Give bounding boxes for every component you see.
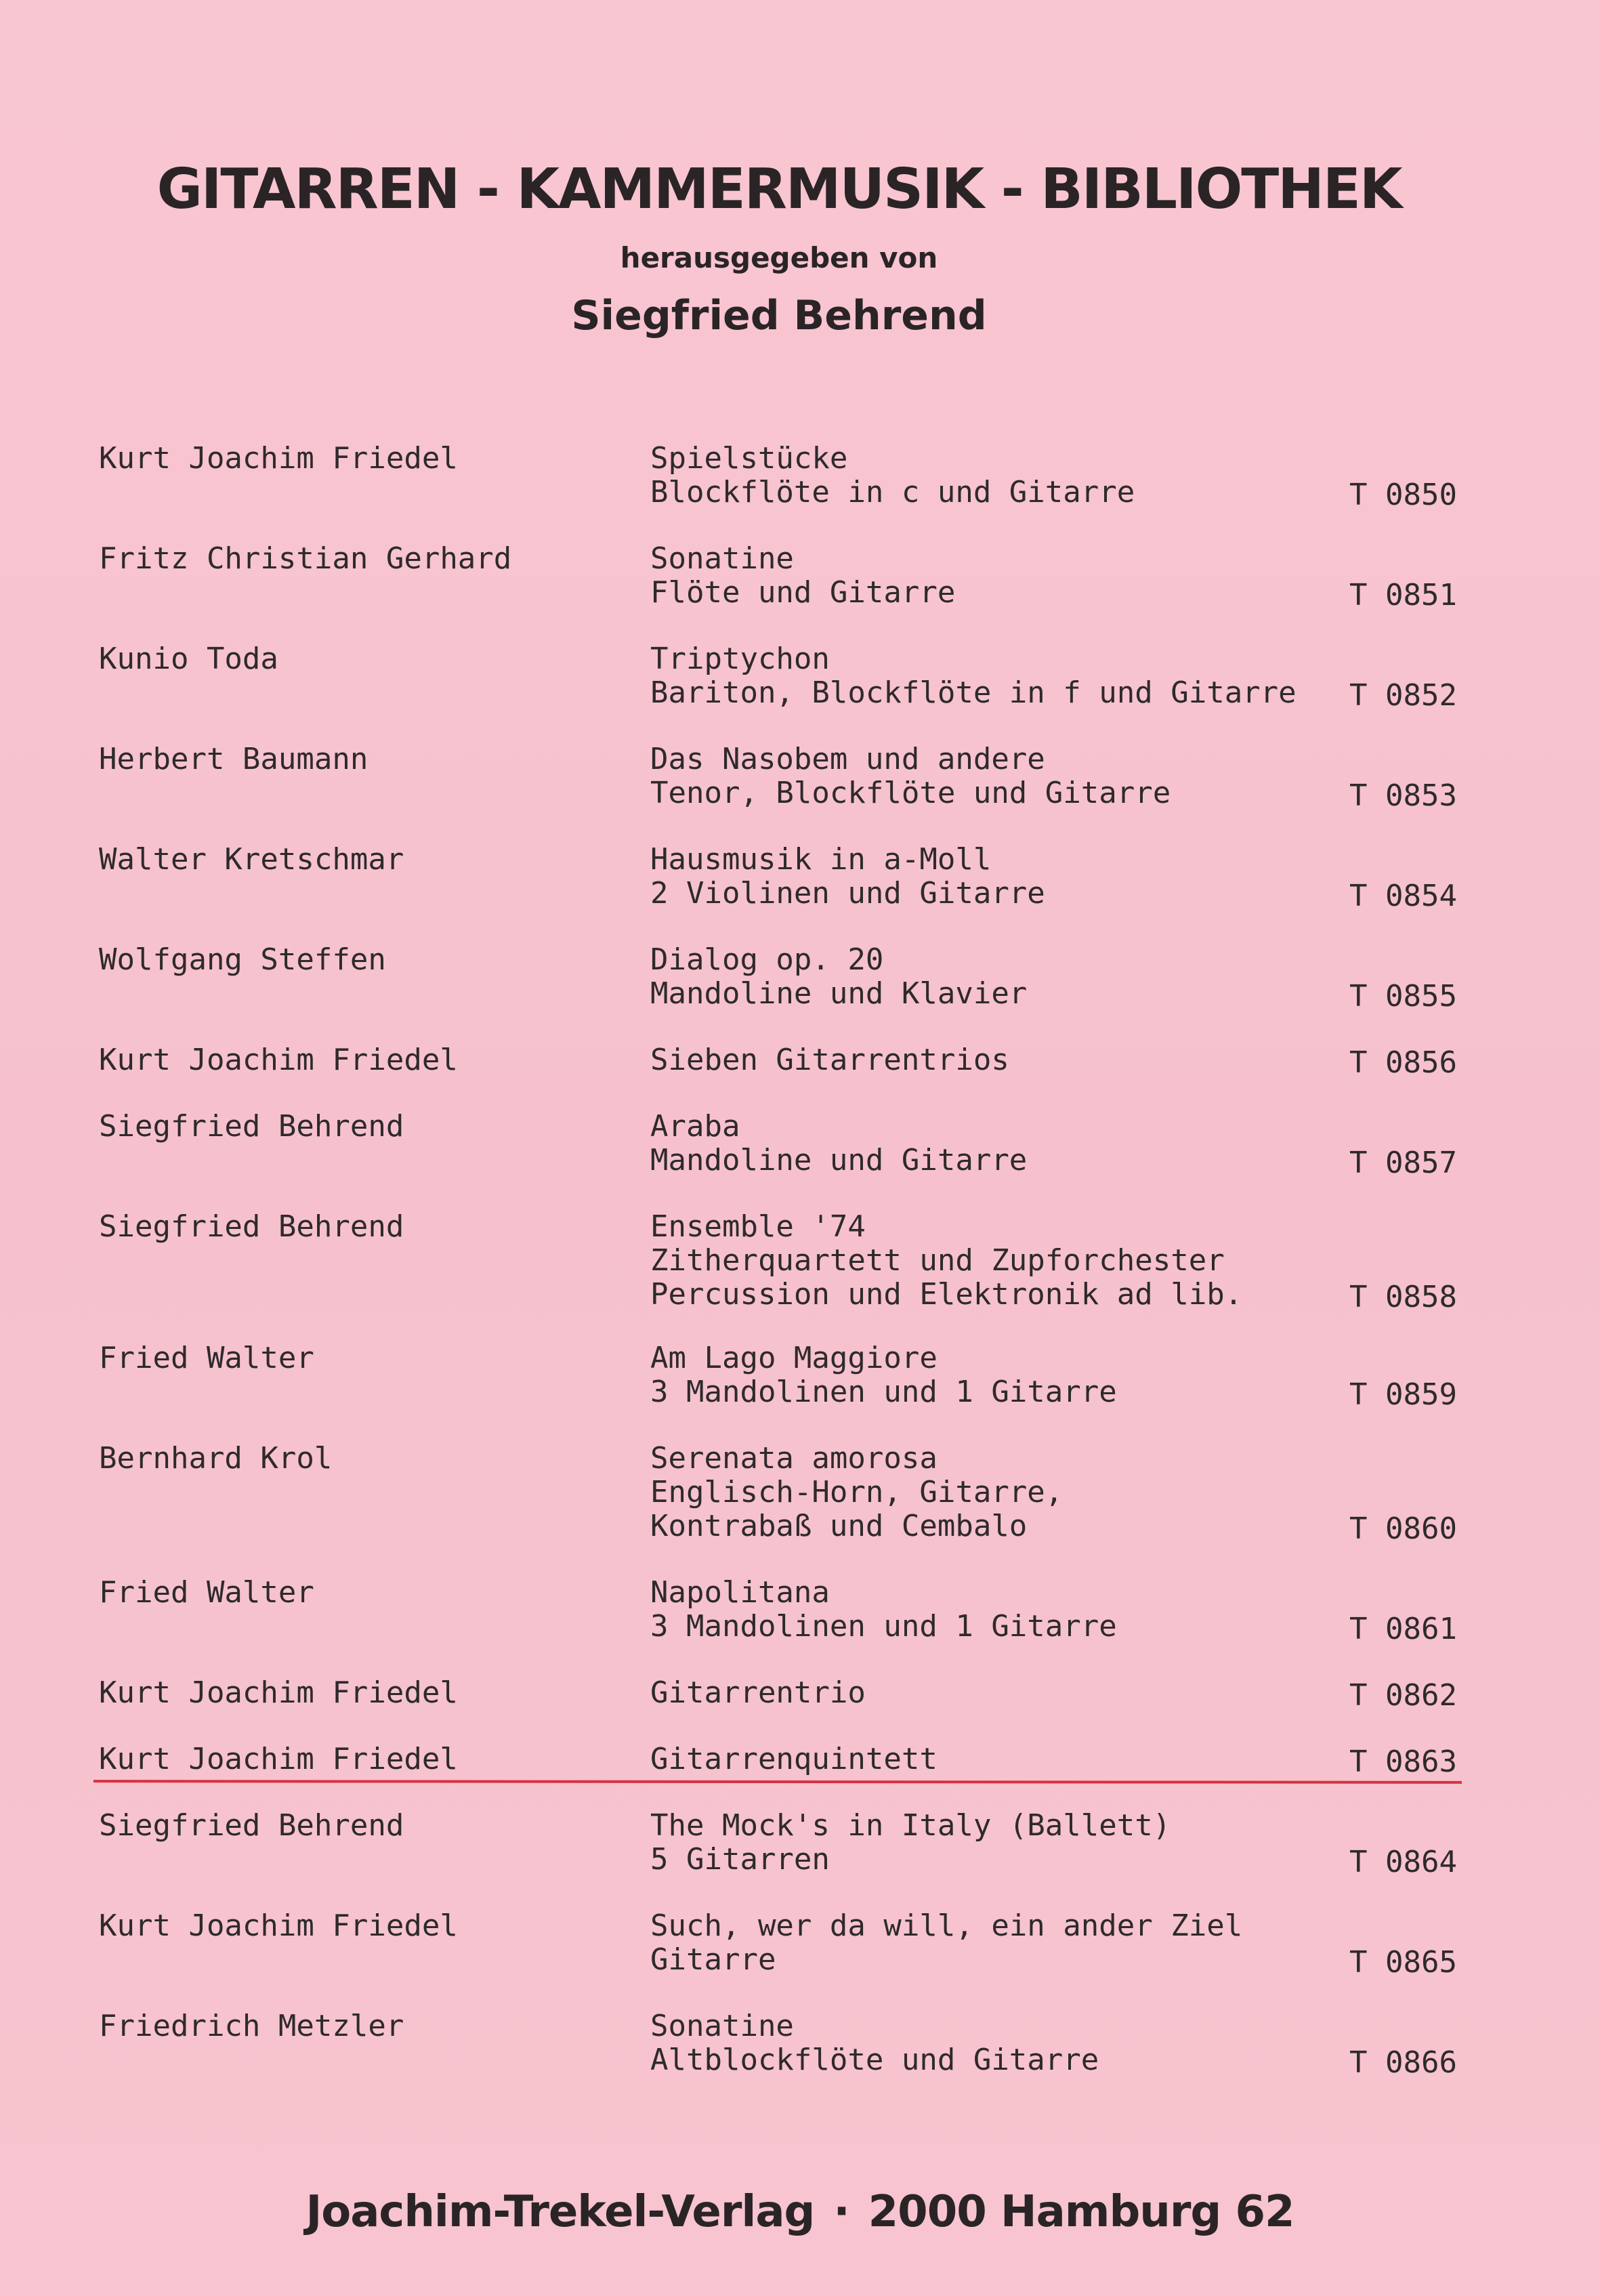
work-description bbox=[650, 943, 1027, 1011]
work-title: The Mock's in Italy (Ballett) bbox=[650, 1808, 1171, 1843]
composer-name: Siegfried Behrend bbox=[99, 1808, 404, 1843]
catalog-number: T 0851 bbox=[1349, 578, 1457, 612]
work-title: Triptychon bbox=[650, 642, 830, 676]
composer-name: Fried Walter bbox=[99, 1575, 314, 1610]
composer-name: Kurt Joachim Friedel bbox=[99, 1742, 458, 1776]
composer-name: Kurt Joachim Friedel bbox=[99, 1043, 458, 1077]
work-instrumentation: Mandoline und Klavier bbox=[650, 976, 1028, 1011]
catalog-number: T 0857 bbox=[1349, 1146, 1457, 1180]
work-title: Sonatine bbox=[650, 2009, 794, 2043]
work-instrumentation: Bariton, Blockflöte in f und Gitarre bbox=[650, 675, 1297, 710]
work-title: Sonatine bbox=[650, 541, 794, 576]
work-description bbox=[650, 1442, 1063, 1543]
catalog-number: T 0862 bbox=[1349, 1678, 1457, 1713]
composer-name: Herbert Baumann bbox=[99, 742, 369, 776]
work-instrumentation: Englisch-Horn, Gitarre, bbox=[650, 1475, 1064, 1509]
catalog-number: T 0850 bbox=[1349, 478, 1457, 512]
work-instrumentation: Zitherquartett und Zupforchester bbox=[650, 1243, 1225, 1278]
work-instrumentation: Altblockflöte und Gitarre bbox=[650, 2043, 1099, 2077]
page-subtitle: herausgegeben von bbox=[620, 241, 938, 274]
catalog-number: T 0856 bbox=[1349, 1045, 1457, 1080]
work-description bbox=[650, 1676, 866, 1710]
work-title: Gitarrenquintett bbox=[650, 1742, 938, 1776]
work-instrumentation: Tenor, Blockflöte und Gitarre bbox=[650, 776, 1171, 810]
work-instrumentation: Percussion und Elektronik ad lib. bbox=[650, 1277, 1243, 1312]
work-instrumentation: Mandoline und Gitarre bbox=[650, 1143, 1028, 1177]
work-description bbox=[650, 642, 1297, 710]
work-instrumentation: Kontrabaß und Cembalo bbox=[650, 1509, 1028, 1543]
publisher-name: Joachim-Trekel-Verlag bbox=[306, 2187, 815, 2237]
work-instrumentation: 3 Mandolinen und 1 Gitarre bbox=[650, 1375, 1117, 1409]
work-description bbox=[650, 442, 1135, 509]
composer-name: Siegfried Behrend bbox=[99, 1209, 404, 1244]
work-title: Spielstücke bbox=[650, 441, 848, 476]
composer-name: Kurt Joachim Friedel bbox=[99, 441, 458, 476]
publisher-footer bbox=[0, 2187, 1600, 2237]
work-description bbox=[650, 2009, 1099, 2077]
work-instrumentation: 3 Mandolinen und 1 Gitarre bbox=[650, 1609, 1117, 1644]
work-instrumentation: Flöte und Gitarre bbox=[650, 575, 956, 610]
work-title: Araba bbox=[650, 1109, 740, 1144]
composer-name: Fried Walter bbox=[99, 1341, 314, 1375]
editor-name: Siegfried Behrend bbox=[571, 292, 987, 339]
composer-name: Kurt Joachim Friedel bbox=[99, 1675, 458, 1710]
composer-name: Bernhard Krol bbox=[99, 1441, 333, 1476]
work-description bbox=[650, 1341, 1117, 1409]
work-title: Dialog op. 20 bbox=[650, 942, 884, 977]
catalog-number: T 0859 bbox=[1349, 1377, 1457, 1412]
catalog-number: T 0864 bbox=[1349, 1845, 1457, 1879]
work-title: Am Lago Maggiore bbox=[650, 1341, 938, 1375]
work-title: Serenata amorosa bbox=[650, 1441, 938, 1476]
catalog-number: T 0855 bbox=[1349, 979, 1457, 1014]
work-title: Gitarrentrio bbox=[650, 1675, 866, 1710]
catalog-number: T 0853 bbox=[1349, 778, 1457, 813]
work-description bbox=[650, 743, 1171, 810]
work-instrumentation: Blockflöte in c und Gitarre bbox=[650, 475, 1135, 509]
work-title: Sieben Gitarrentrios bbox=[650, 1043, 1009, 1077]
work-description bbox=[650, 1576, 1117, 1644]
publisher-address: 2000 Hamburg 62 bbox=[868, 2187, 1294, 2237]
work-description bbox=[650, 1742, 938, 1776]
page-title: GITARREN - KAMMERMUSIK - BIBLIOTHEK bbox=[156, 157, 1402, 222]
catalog-number: T 0865 bbox=[1349, 1945, 1457, 1980]
composer-name: Kurt Joachim Friedel bbox=[99, 1908, 458, 1943]
composer-name: Kunio Toda bbox=[99, 642, 278, 676]
work-instrumentation: 5 Gitarren bbox=[650, 1842, 830, 1877]
work-instrumentation: 2 Violinen und Gitarre bbox=[650, 876, 1045, 911]
work-description bbox=[650, 1210, 1242, 1312]
catalog-number: T 0866 bbox=[1349, 2045, 1457, 2080]
composer-name: Friedrich Metzler bbox=[99, 2009, 404, 2043]
work-instrumentation: Gitarre bbox=[650, 1942, 776, 1977]
work-title: Ensemble '74 bbox=[650, 1209, 866, 1244]
work-description bbox=[650, 1909, 1242, 1977]
composer-name: Wolfgang Steffen bbox=[99, 942, 386, 977]
work-title: Such, wer da will, ein ander Ziel bbox=[650, 1908, 1243, 1943]
catalog-number: T 0863 bbox=[1349, 1745, 1457, 1779]
catalog-number: T 0854 bbox=[1349, 879, 1457, 913]
catalog-number: T 0861 bbox=[1349, 1612, 1457, 1646]
work-description bbox=[650, 1809, 1171, 1877]
footer-separator: · bbox=[833, 2187, 849, 2237]
work-description bbox=[650, 843, 1045, 911]
work-title: Napolitana bbox=[650, 1575, 830, 1610]
work-description bbox=[650, 542, 955, 610]
work-title: Das Nasobem und andere bbox=[650, 742, 1045, 776]
work-description bbox=[650, 1110, 1027, 1177]
work-description bbox=[650, 1043, 1009, 1077]
work-title: Hausmusik in a-Moll bbox=[650, 842, 992, 877]
composer-name: Fritz Christian Gerhard bbox=[99, 541, 512, 576]
catalog-number: T 0860 bbox=[1349, 1511, 1457, 1546]
composer-name: Siegfried Behrend bbox=[99, 1109, 404, 1144]
catalog-number: T 0858 bbox=[1349, 1280, 1457, 1314]
catalog-number: T 0852 bbox=[1349, 678, 1457, 713]
composer-name: Walter Kretschmar bbox=[99, 842, 404, 877]
